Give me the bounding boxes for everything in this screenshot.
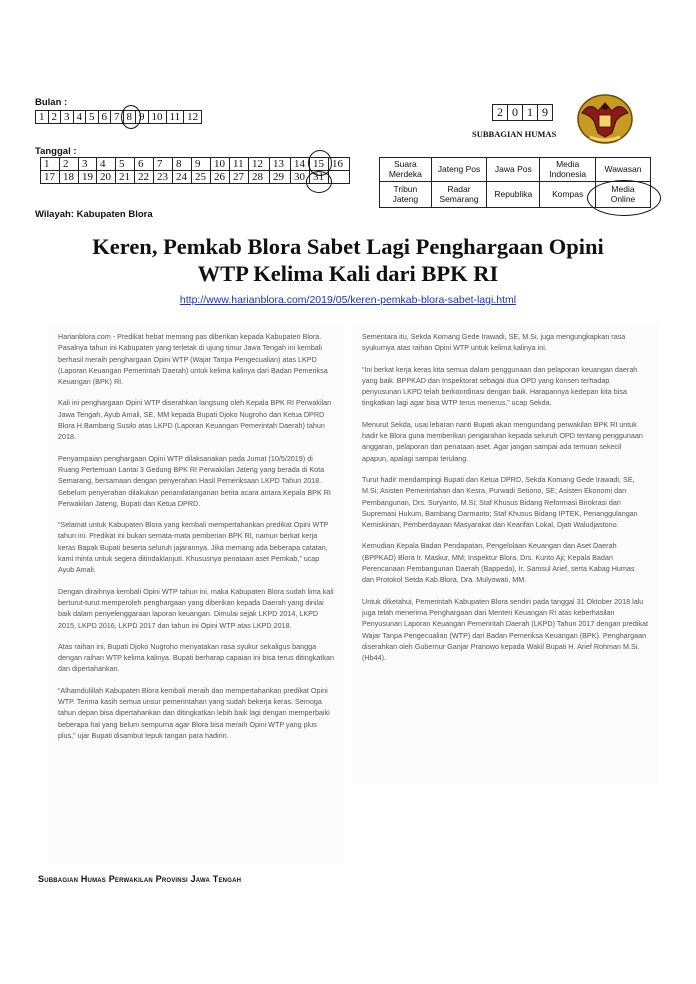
month-selected-circle: [121, 105, 141, 129]
day-cell: 28: [249, 171, 270, 184]
day-cell: 25: [192, 171, 211, 184]
month-cell: 10: [148, 111, 166, 124]
footer-text: Subbagian Humas Perwakilan Provinsi Jawa Tengah: [38, 874, 242, 884]
day-cell: 1: [41, 158, 60, 171]
month-cell: 1: [36, 111, 49, 124]
day-cell: 2: [60, 158, 79, 171]
month-cell: 3: [61, 111, 74, 124]
day-cell: 16: [329, 158, 350, 171]
day-cell: 27: [230, 171, 249, 184]
article-paragraph: Harianblora.com - Predikat hebat memang pas diberikan kepada Kabupaten Blora. Pasalnya tahun ini Kabupaten yang terletak di ujung timur Jawa Tengah ini kembali berhasil meraih penghargaan Opini WTP (Wajar Tanpa Pengecualian) atas LKPD (Laporan Keuangan Pemerintah Daerah) untuk kelima kalinya dari Badan Pemeriksa Keuangan (BPK) RI.: [58, 332, 328, 387]
day-cell: 15: [310, 158, 329, 171]
article-paragraph: Turut hadir mendampingi Bupati dan Ketua DPRD, Sekda Komang Gede Irawadi, SE, M.Si; Asisten Pemerintahan dan Kesra, Purwadi Setiono, SE; Asisten Ekonomi dan Pembangunan, Drs. Suryanto, M.Si; Staf Khusus Bidang Reformasi Birokrasi dan Supremasi Hukum, Bambang Darmanto; Staf Khusus Bidang IPTEK, Penanggulangan Kemiskinan, Pemberdayaan Masyarakat dan Kearifan Lokal, Djati Waludjastono.: [362, 474, 638, 530]
day-cell: 4: [97, 158, 116, 171]
year-digit: 1: [523, 105, 538, 121]
day-cell: 22: [135, 171, 154, 184]
article-right-column: [352, 324, 658, 784]
day-cell: 14: [291, 158, 310, 171]
article-paragraph: Kemudian Kepala Badan Pendapatan, Pengelolaan Keuangan dan Aset Daerah (BPPKAD) Blora Ir. Maskur, MM; Inspektur Blora, Drs. Kunto Aji; Kepala Badan Perencanaan Pembangunan Daerah (Bappeda), Ir. Samsul Arief, serta Kabag Humas dan Protokol Setda Kab.Blora, Dra. Mulyowati, MM.: [362, 541, 635, 585]
month-cell: 8: [123, 111, 136, 124]
day-cell: 17: [41, 171, 60, 184]
article-paragraph: “Alhamdulillah Kabupaten Blora kembali meraih dan mempertahankan predikat Opini WTP. Terima kasih semua unsur pemerintahan yang sudah bekerja keras. Semoga tahun depan bisa dipertahankan dan ditingkatkan lebih baik lagi dengan memperbaiki beberapa hal yang belum sempurna agar Blora bisa meraih Opini WTP yang plus plus,” ujar Bupati disambut tepuk tangan para hadirin.: [58, 685, 330, 740]
month-grid: [35, 110, 202, 124]
article-paragraph: Kali ini penghargaan Opini WTP diserahkan langsung oleh Kepala BPK RI Perwakilan Jawa Tengah, Ayub Amali, SE, MM kepada Bupati Djoko Nugroho dan Ketua DPRD Blora H.Bambang Susilo atas LKPD (Laporan Keuangan Pemerintah Daerah) tahun 2018.: [58, 398, 332, 442]
media-cell: Republika: [487, 182, 540, 208]
article-paragraph: Menurut Sekda, usai lebaran nanti Bupati akan mengundang perwakilan BPK RI untuk hadir ke Blora guna memberikan pengarahan kepada seluruh OPD tentang penggunaan anggaran, pelaporan dan penataan aset. Agar jangan sampai ada temuan sekecil apapun, apalagi sampai terulang.: [362, 419, 643, 463]
date-grid: [40, 157, 350, 184]
day-cell: 6: [135, 158, 154, 171]
article-paragraph: Sementara itu, Sekda Komang Gede Irawadi, SE, M.Si, juga mengungkapkan rasa syukurnya atas raihan Opini WTP untuk kelima kalinya ini.: [362, 332, 626, 353]
article-title-line2: WTP Kelima Kali dari BPK RI: [197, 261, 499, 286]
day-cell: 26: [211, 171, 230, 184]
article-left-column: [48, 324, 344, 864]
year-digit: 0: [508, 105, 523, 121]
media-cell: Media Online: [596, 182, 651, 208]
media-cell: Wawasan: [596, 158, 651, 182]
day-cell: 23: [154, 171, 173, 184]
article-paragraph: Untuk diketahui, Pemerintah Kabupaten Blora sendiri pada tanggal 31 Oktober 2018 lalu juga telah menerima Penghargaan dari Menteri Keuangan RI atas keberhasilan Penyusunan Laporan Keuangan Pemerintah Daerah (LKPD) Tahun 2017 dengan predikat Wajar Tanpa Pengecualian (WTP) dari Badan Pemeriksa Keuangan (BPK). Penghargaan diserahkan oleh Gubernur Ganjar Pranowo kepada Wakil Bupati H. Arief Rohman M.Si. (Hb44).: [362, 596, 648, 663]
tanggal-label: Tanggal :: [35, 146, 77, 157]
subbagian-humas-label: SUBBAGIAN HUMAS: [472, 129, 557, 139]
day-cell: 24: [173, 171, 192, 184]
year-box: [492, 104, 553, 121]
day-cell: 8: [173, 158, 192, 171]
media-cell: Suara Merdeka: [380, 158, 432, 182]
media-cell: Radar Semarang: [431, 182, 487, 208]
day-cell: 18: [60, 171, 79, 184]
day-cell: 12: [249, 158, 270, 171]
media-selected-circle: [587, 180, 661, 216]
bulan-label: Bulan :: [35, 97, 68, 108]
media-cell: Jawa Pos: [487, 158, 540, 182]
article-paragraph: Dengan diraihnya kembali Opini WTP tahun ini, maka Kabupaten Blora sudah lima kali berturut-turut memperoleh penghargaan yang diberikan kepada Daerah yang dinilai baik dalam penyelenggaraan laporan keuangan. Dimulai sejak LKPD 2014, LKPD 2015, LKPD 2016, LKPD 2017 dan tahun ini Opini WTP atas LKPD 2018.: [58, 586, 334, 630]
day-cell: 5: [116, 158, 135, 171]
day-cell: 9: [192, 158, 211, 171]
year-digit: 2: [493, 105, 508, 121]
garuda-emblem: [576, 93, 634, 150]
month-cell: 12: [184, 111, 202, 124]
month-cell: 9: [136, 111, 149, 124]
month-cell: 4: [73, 111, 86, 124]
article-title-line1: Keren, Pemkab Blora Sabet Lagi Penghargaan Opini: [92, 234, 604, 259]
month-cell: 2: [48, 111, 61, 124]
media-cell: Media Indonesia: [540, 158, 596, 182]
wilayah-label: Wilayah: Kabupaten Blora: [35, 209, 153, 220]
day-cell: 21: [116, 171, 135, 184]
article-paragraph: Penyampaian penghargaan Opini WTP dilaksanakan pada Jumat (10/5/2019) di Ruang Pertemuan Lantai 3 Gedung BPK RI Perwakilan Jateng yang berada di Kota Semarang, bersamaan dengan penyerahan Hasil Pemeriksaan LKPD Tahun 2018. Sebelum penyerahan dilakukan penandatanganan berita acara antara Kepala BPK RI Perwakilan Jateng, Bupati dan Ketua DPRD.: [58, 453, 331, 508]
year-digit: 9: [538, 105, 553, 121]
article-paragraph: Atas raihan ini, Bupati Djoko Nugroho menyatakan rasa syukur sekaligus bangga dengan raihan WTP kelima kalinya. Bupati berharap capaian ini bisa terus ditingkatkan dan dipertahankan.: [58, 641, 334, 674]
day-cell: 30: [291, 171, 310, 184]
day-cell: 19: [79, 171, 97, 184]
day-cell: 7: [154, 158, 173, 171]
day-cell: 29: [270, 171, 291, 184]
day-cell: 3: [79, 158, 97, 171]
day-cell: 13: [270, 158, 291, 171]
month-cell: 5: [86, 111, 99, 124]
day-cell: 10: [211, 158, 230, 171]
media-cell: Jateng Pos: [431, 158, 487, 182]
media-cell: Kompas: [540, 182, 596, 208]
source-url-link[interactable]: http://www.harianblora.com/2019/05/keren-pemkab-blora-sabet-lagi.html: [179, 294, 517, 306]
day-cell: 31: [310, 171, 329, 184]
article-paragraph: “Selamat untuk Kabupaten Blora yang kembali mempertahankan predikat Opini WTP tahun ini. Predikat ini bukan semata-mata pemberian BPK RI, namun berkat kerja keras Bapak Bupati beserta seluruh jajarannya. Jika memang ada beberapa catatan, kami minta untuk segera ditindaklanjuti. Khususnya penataan aset Pemkab,” ucap Ayub Amali.: [58, 520, 329, 575]
day-selected-circle-2: [306, 171, 332, 193]
month-cell: 6: [98, 111, 111, 124]
day-cell: 20: [97, 171, 116, 184]
month-cell: 11: [166, 111, 184, 124]
media-cell: Tribun Jateng: [380, 182, 432, 208]
article-paragraph: “Ini berkat kerja keras kita semua dalam penggunaan dan pelaporan keuangan daerah yang baik. BPPKAD dan Inspektorat sebagai dua OPD yang konsen terhadap penyusunan LKPD telah berkoordinasi dengan baik. Harapannya kedepan kita bisa tingkatkan lagi agar bisa WTP terus menerus,” ucap Sekda.: [362, 364, 638, 408]
month-cell: 7: [111, 111, 124, 124]
day-cell: 11: [230, 158, 249, 171]
